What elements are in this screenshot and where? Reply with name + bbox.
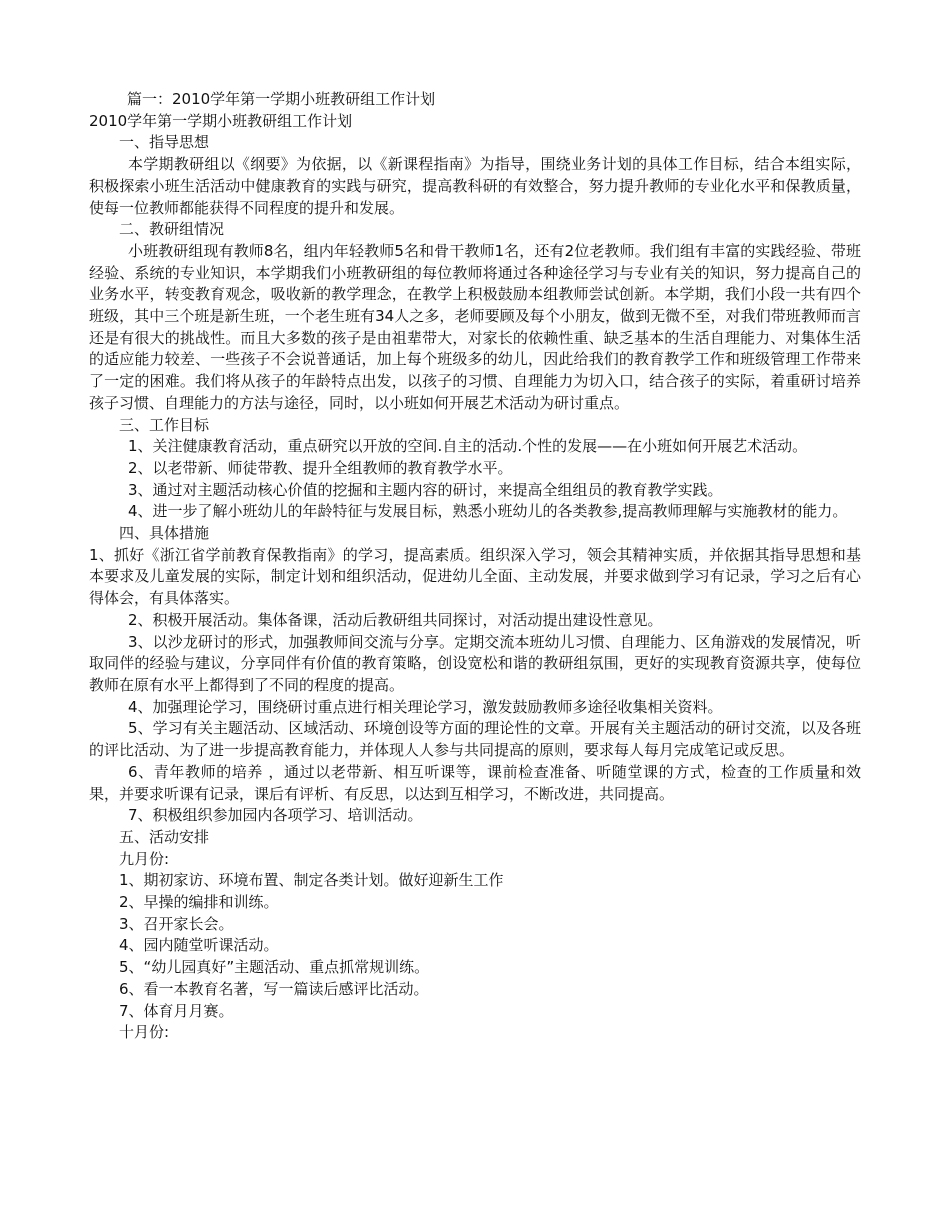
measure-item: 2、积极开展活动。集体备课，活动后教研组共同探讨，对活动提出建设性意见。 (128, 610, 663, 629)
month-label-september: 九月份: (119, 849, 170, 868)
september-item: 4、园内随堂听课活动。 (119, 936, 279, 955)
measure-item: 5、学习有关主题活动、区域活动、环境创设等方面的理论性的文章。开展有关主题活动的研讨交流，以及各班的评比活动、为了进一步提高教育能力，并体现人人参与共同提高的原则，要求每人每月完成笔记或反思。 (89, 719, 861, 760)
goal-item: 1、关注健康教育活动，重点研究以开放的空间.自主的活动.个性的发展——在小班如何开展艺术活动。 (128, 437, 808, 456)
goal-item: 2、以老带新、师徒带教、提升全组教师的教育教学水平。 (128, 458, 513, 477)
goal-item: 3、通过对主题活动核心价值的挖掘和主题内容的研讨，来提高全组组员的教育教学实践。 (128, 480, 723, 499)
measure-item: 4、加强理论学习，围绕研讨重点进行相关理论学习，激发鼓励教师多途径收集相关资料。 (128, 697, 723, 716)
section-heading-work-goals: 三、工作目标 (119, 415, 210, 434)
document-title: 篇一：2010学年第一学期小班教研组工作计划 (127, 90, 436, 108)
goal-item: 4、进一步了解小班幼儿的年龄特征与发展目标，熟悉小班幼儿的各类教参,提高教师理解与实施教材的能力。 (128, 502, 848, 521)
document-body (89, 89, 861, 1044)
september-item: 5、“幼儿园真好”主题活动、重点抓常规训练。 (119, 958, 430, 977)
paragraph-group-situation: 小班教研组现有教师8名，组内年轻教师5名和骨干教师1名，还有2位老教师。我们组有丰富的实践经验、带班经验、系统的专业知识，本学期我们小班教研组的每位教师将通过各种途径学习与专业有关的知识，努力提高自己的业务水平，转变教育观念，吸收新的教学理念，在教学上积极鼓励本组教师尝试创新。本学期，我们小段一共有四个班级，其中三个班是新生班，一个老生班有34人之多，老师要顾及每个小朋友，做到无微不至，对我们带班教师而言还是有很大的挑战性。而且大多数的孩子是由祖辈带大，对家长的依赖性重、缺乏基本的生活自理能力、对集体生活的适应能力较差、一些孩子不会说普通话，加上每个班级多的幼儿，因此给我们的教育教学工作和班级管理工作带来了一定的困难。我们将从孩子的年龄特点出发，以孩子的习惯、自理能力为切入口，结合孩子的实际，着重研讨培养孩子习惯、自理能力的方法与途径，同时，以小班如何开展艺术活动为研讨重点。 (89, 241, 861, 412)
september-item: 3、召开家长会。 (119, 914, 234, 933)
section-heading-group-situation: 二、教研组情况 (119, 220, 225, 239)
september-item: 1、期初家访、环境布置、制定各类计划。做好迎新生工作 (119, 871, 504, 890)
measure-item: 6、青年教师的培养 ，通过以老带新、相互听课等，课前检查准备、听随堂课的方式，检查的工作质量和效果，并要求听课有记录，课后有评析、有反思，以达到互相学习，不断改进，共同提高。 (89, 762, 861, 803)
september-item: 2、早操的编排和训练。 (119, 893, 279, 912)
september-item: 7、体育月月赛。 (119, 1001, 234, 1020)
section-heading-measures: 四、具体措施 (119, 524, 210, 543)
section-heading-guiding-ideas: 一、指导思想 (119, 133, 210, 152)
document-subtitle: 2010学年第一学期小班教研组工作计划 (89, 111, 353, 130)
measure-item: 3、以沙龙研讨的形式，加强教师间交流与分享。定期交流本班幼儿习惯、自理能力、区角游戏的发展情况，听取同伴的经验与建议，分享同伴有价值的教育策略，创设宽松和谐的教研组氛围，更好的实现教育资源共享，使每位教师在原有水平上都得到了不同的程度的提高。 (89, 632, 861, 694)
section-heading-activity-schedule: 五、活动安排 (119, 827, 210, 846)
month-label-october: 十月份: (119, 1023, 170, 1042)
measure-item: 1、抓好《浙江省学前教育保教指南》的学习，提高素质。组织深入学习，领会其精神实质，并依据其指导思想和基本要求及儿童发展的实际，制定计划和组织活动，促进幼儿全面、主动发展，并要求做到学习有记录，学习之后有心得体会，有具体落实。 (89, 545, 861, 608)
measure-item: 7、积极组织参加园内各项学习、培训活动。 (128, 806, 423, 825)
paragraph-guiding-ideas: 本学期教研组以《纲要》为依据，以《新课程指南》为指导，围绕业务计划的具体工作目标，结合本组实际，积极探索小班生活活动中健康教育的实践与研究，提高教科研的有效整合，努力提升教师的专业化水平和保教质量，使每一位教师都能获得不同程度的提升和发展。 (89, 155, 861, 217)
september-item: 6、看一本教育名著，写一篇读后感评比活动。 (119, 979, 429, 998)
